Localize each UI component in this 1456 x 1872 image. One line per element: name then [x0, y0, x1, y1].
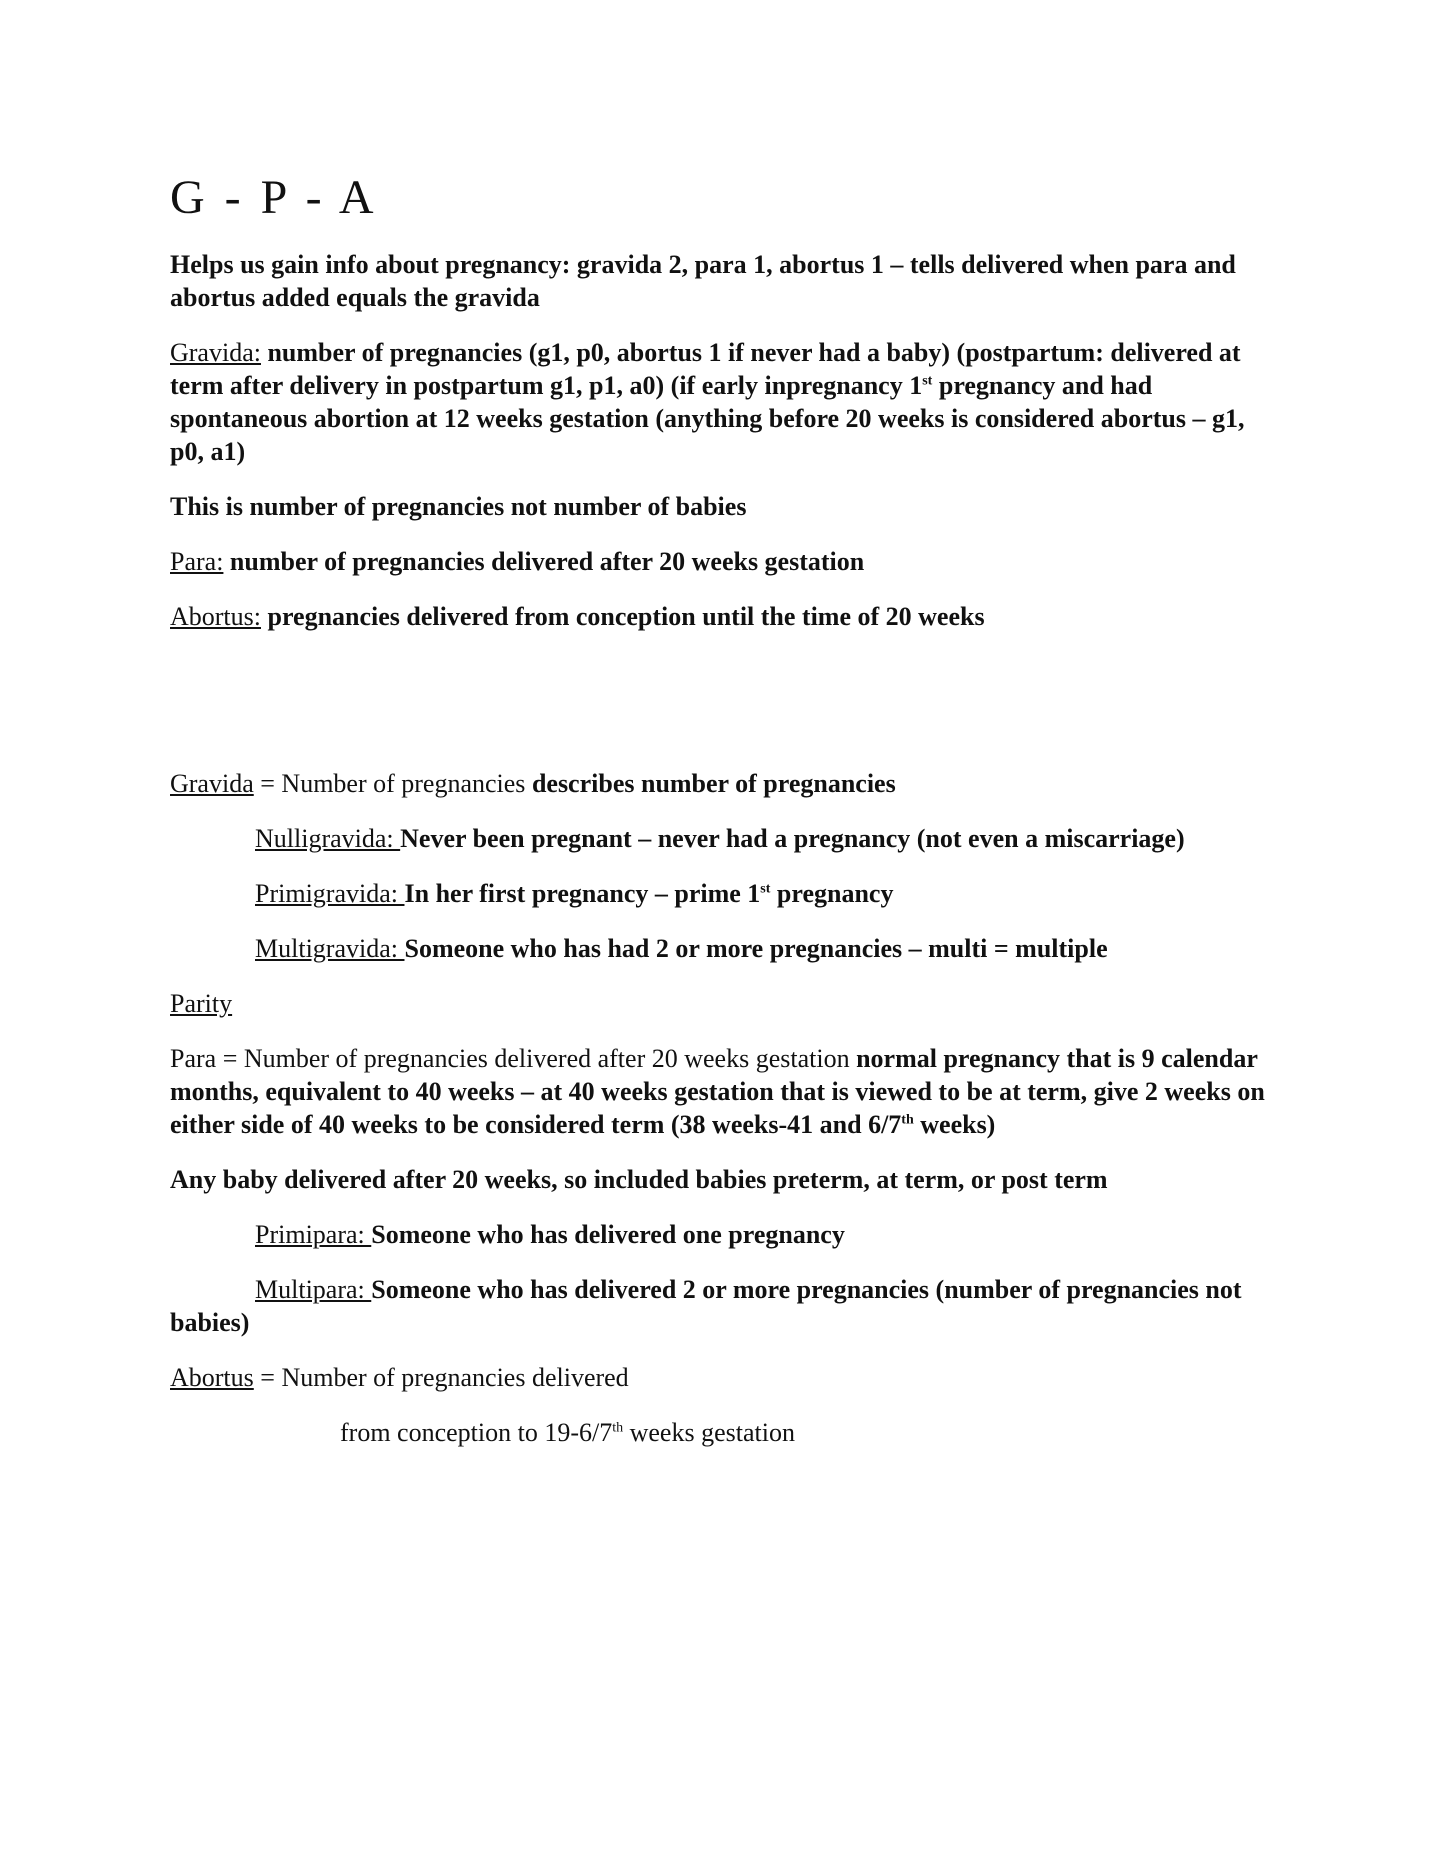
- primipara-text: Someone who has delivered one pregnancy: [371, 1220, 845, 1249]
- primigravida-text-a: In her first pregnancy – prime 1: [404, 879, 761, 908]
- primipara-label: Primipara:: [255, 1220, 372, 1249]
- multigravida-text: Someone who has had 2 or more pregnancies – multi = multiple: [404, 934, 1108, 963]
- gravida-label: Gravida:: [170, 338, 261, 367]
- abortus-line2-b: weeks gestation: [623, 1418, 795, 1447]
- primipara-item: [170, 1218, 1280, 1251]
- intro-paragraph: Helps us gain info about pregnancy: gravida 2, para 1, abortus 1 – tells delivered when para and abortus added equals the gravida: [170, 250, 1236, 312]
- gravida-section-bold: describes number of pregnancies: [531, 769, 896, 798]
- nulligravida-text: Never been pregnant – never had a pregnancy (not even a miscarriage): [400, 824, 1185, 853]
- abortus-section-line2: [170, 1416, 1280, 1449]
- gravida-section-eq: = Number of pregnancies: [253, 769, 532, 798]
- page-title: G - P - A: [170, 171, 376, 224]
- abortus-section: [170, 1361, 1280, 1394]
- para-section-bold-a: normal pregnancy that is 9 calendar months, equivalent to 40 weeks – at 40 weeks gestation that is viewed to be at term, give 2 weeks on either side of 40 weeks to be considered term (38 weeks-41 and 6/7: [170, 1044, 1265, 1139]
- primigravida-text-b: pregnancy: [770, 879, 894, 908]
- para-label: Para:: [170, 547, 224, 576]
- gravida-definition: [170, 336, 1280, 468]
- nulligravida-label: Nulligravida:: [255, 824, 401, 853]
- multipara-text: Someone who has delivered 2 or more pregnancies (number of pregnancies not babies): [170, 1275, 1242, 1337]
- any-baby-paragraph: Any baby delivered after 20 weeks, so included babies preterm, at term, or post term: [170, 1165, 1108, 1194]
- parity-label: Parity: [170, 989, 233, 1018]
- abortus-definition: [170, 600, 1280, 633]
- gravida-text-a: number of pregnancies (g1, p0, abortus 1 if never had a baby) (postpartum: delivered at term after delivery in postpartum g1, p1, a0) (if early inpregnancy 1: [170, 338, 1241, 400]
- para-text: number of pregnancies delivered after 20 weeks gestation: [223, 547, 865, 576]
- gravida-section: [170, 767, 1280, 800]
- abortus-line2-a: from conception to 19-6/7: [340, 1418, 613, 1447]
- abortus-section-eq: = Number of pregnancies delivered: [253, 1363, 629, 1392]
- primigravida-item: [170, 877, 1280, 910]
- para-section-sup: th: [901, 1112, 914, 1128]
- document-page: [170, 168, 1280, 1471]
- nulligravida-item: [170, 822, 1280, 855]
- multigravida-label: Multigravida:: [255, 934, 405, 963]
- multipara-item: [170, 1273, 1280, 1339]
- abortus-text: pregnancies delivered from conception until the time of 20 weeks: [261, 602, 985, 631]
- para-section-bold-b: weeks): [913, 1110, 996, 1139]
- gravida-section-label: Gravida: [170, 769, 254, 798]
- para-section-plain: Para = Number of pregnancies delivered after 20 weeks gestation: [170, 1044, 857, 1073]
- abortus-line2-sup: th: [612, 1420, 624, 1436]
- para-definition: [170, 545, 1280, 578]
- primigravida-sup: st: [760, 881, 771, 897]
- abortus-section-label: Abortus: [170, 1363, 254, 1392]
- multipara-label: Multipara:: [255, 1275, 372, 1304]
- gravida-text-b: pregnancy and had spontaneous abortion at 12 weeks gestation (anything before 20 weeks is considered abortus – g1, p0, a1): [170, 371, 1245, 466]
- abortus-label: Abortus:: [170, 602, 261, 631]
- multigravida-item: [170, 932, 1280, 965]
- note-pregnancies: This is number of pregnancies not number of babies: [170, 492, 747, 521]
- primigravida-label: Primigravida:: [255, 879, 405, 908]
- para-section: [170, 1042, 1280, 1141]
- spacer: [170, 655, 1280, 767]
- parity-heading: [170, 987, 1280, 1020]
- gravida-sup: st: [922, 373, 933, 389]
